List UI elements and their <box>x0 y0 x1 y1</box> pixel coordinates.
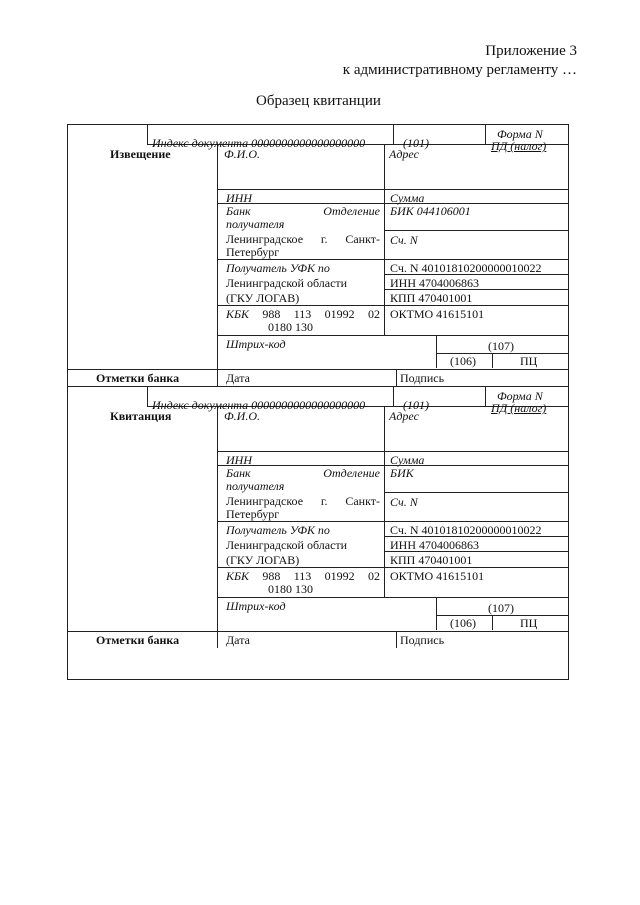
document-index: Индекс документа 0000000000000000000 <box>152 136 366 150</box>
payee-line2: Ленинградской области <box>226 538 348 552</box>
part-label: Квитанция <box>110 409 172 423</box>
bank-marks-label: Отметки банка <box>96 633 180 647</box>
index-left-line <box>147 124 148 144</box>
recipient-word: получателя <box>226 479 285 493</box>
code-107: (107) <box>488 339 514 353</box>
payee-line3: (ГКУ ЛОГАВ) <box>226 291 300 305</box>
pc-label: ПЦ <box>520 354 538 368</box>
pc-label: ПЦ <box>520 616 538 630</box>
index-left-line <box>147 386 148 406</box>
sum-field[interactable]: Сумма <box>390 191 425 205</box>
code-107: (107) <box>488 601 514 615</box>
city-right: Санкт- <box>345 232 380 246</box>
address-field[interactable]: Адрес <box>389 409 419 423</box>
regulation-label: к административному регламенту … <box>342 62 577 78</box>
page-title: Образец квитанции <box>256 93 381 109</box>
kbk-line2: 0180 130 <box>268 582 313 596</box>
kbk-label: КБК <box>226 307 250 321</box>
document-index: Индекс документа 0000000000000000000 <box>152 398 366 412</box>
payee-line1: Получатель УФК по <box>226 261 330 275</box>
form-number-label: Форма N <box>497 389 543 403</box>
city-left: Ленинградское <box>226 232 304 246</box>
barcode-field: Штрих-код <box>226 337 286 351</box>
fio-field[interactable]: Ф.И.О. <box>224 147 260 161</box>
account-field[interactable]: Сч. N <box>390 495 418 509</box>
oktmo-field: ОКТМО 41615101 <box>390 569 485 583</box>
inn-field[interactable]: ИНН <box>226 191 252 205</box>
payee-line1: Получатель УФК по <box>226 523 330 537</box>
kbk-part-4: 02 <box>367 307 380 321</box>
code-101: (101) <box>403 136 429 150</box>
form-type-label: ПД (налог) <box>491 139 547 153</box>
code-101: (101) <box>403 398 429 412</box>
branch-word: Отделение <box>323 466 380 480</box>
kbk-part-3: 01992 <box>324 569 355 583</box>
recipient-word: получателя <box>226 217 285 231</box>
kbk-part-2: 113 <box>293 569 312 583</box>
signature-field[interactable]: Подпись <box>400 633 445 647</box>
receipt-part <box>0 386 640 648</box>
code-106: (106) <box>450 354 476 368</box>
payee-line2: Ленинградской области <box>226 276 348 290</box>
sum-field[interactable]: Сумма <box>390 453 425 467</box>
city-left: Ленинградское <box>226 494 304 508</box>
kbk-part-1: 988 <box>262 569 281 583</box>
payee-account: Сч. N 40101810200000010022 <box>390 261 542 275</box>
bik-field[interactable]: БИК 044106001 <box>390 204 471 218</box>
form-number-label: Форма N <box>497 127 543 141</box>
city-mid: г. <box>320 494 328 508</box>
barcode-field: Штрих-код <box>226 599 286 613</box>
payee-kpp: КПП 470401001 <box>390 291 473 305</box>
bank-word: Банк <box>226 204 251 218</box>
kbk-label: КБК <box>226 569 250 583</box>
city-line2: Петербург <box>226 507 280 521</box>
city-right: Санкт- <box>345 494 380 508</box>
oktmo-field: ОКТМО 41615101 <box>390 307 485 321</box>
branch-word: Отделение <box>323 204 380 218</box>
payee-line3: (ГКУ ЛОГАВ) <box>226 553 300 567</box>
bank-word: Банк <box>226 466 251 480</box>
form-type-label: ПД (налог) <box>491 401 547 415</box>
payee-account: Сч. N 40101810200000010022 <box>390 523 542 537</box>
bik-field[interactable]: БИК <box>390 466 414 480</box>
kbk-part-4: 02 <box>367 569 380 583</box>
payee-kpp: КПП 470401001 <box>390 553 473 567</box>
part-label: Извещение <box>110 147 171 161</box>
kbk-part-1: 988 <box>262 307 281 321</box>
kbk-line2: 0180 130 <box>268 320 313 334</box>
kbk-part-2: 113 <box>293 307 312 321</box>
bank-marks-label: Отметки банка <box>96 371 180 385</box>
payee-inn: ИНН 4704006863 <box>390 276 479 290</box>
code-106: (106) <box>450 616 476 630</box>
date-field[interactable]: Дата <box>226 371 250 385</box>
address-field[interactable]: Адрес <box>389 147 419 161</box>
city-line2: Петербург <box>226 245 280 259</box>
payee-inn: ИНН 4704006863 <box>390 538 479 552</box>
account-field[interactable]: Сч. N <box>390 233 418 247</box>
city-mid: г. <box>320 232 328 246</box>
appendix-label: Приложение 3 <box>485 43 577 59</box>
kbk-part-3: 01992 <box>324 307 355 321</box>
notice-part <box>0 124 640 386</box>
fio-field[interactable]: Ф.И.О. <box>224 409 260 423</box>
column-divider <box>217 406 218 648</box>
signature-field[interactable]: Подпись <box>400 371 445 385</box>
inn-field[interactable]: ИНН <box>226 453 252 467</box>
date-field[interactable]: Дата <box>226 633 250 647</box>
column-divider <box>217 144 218 386</box>
